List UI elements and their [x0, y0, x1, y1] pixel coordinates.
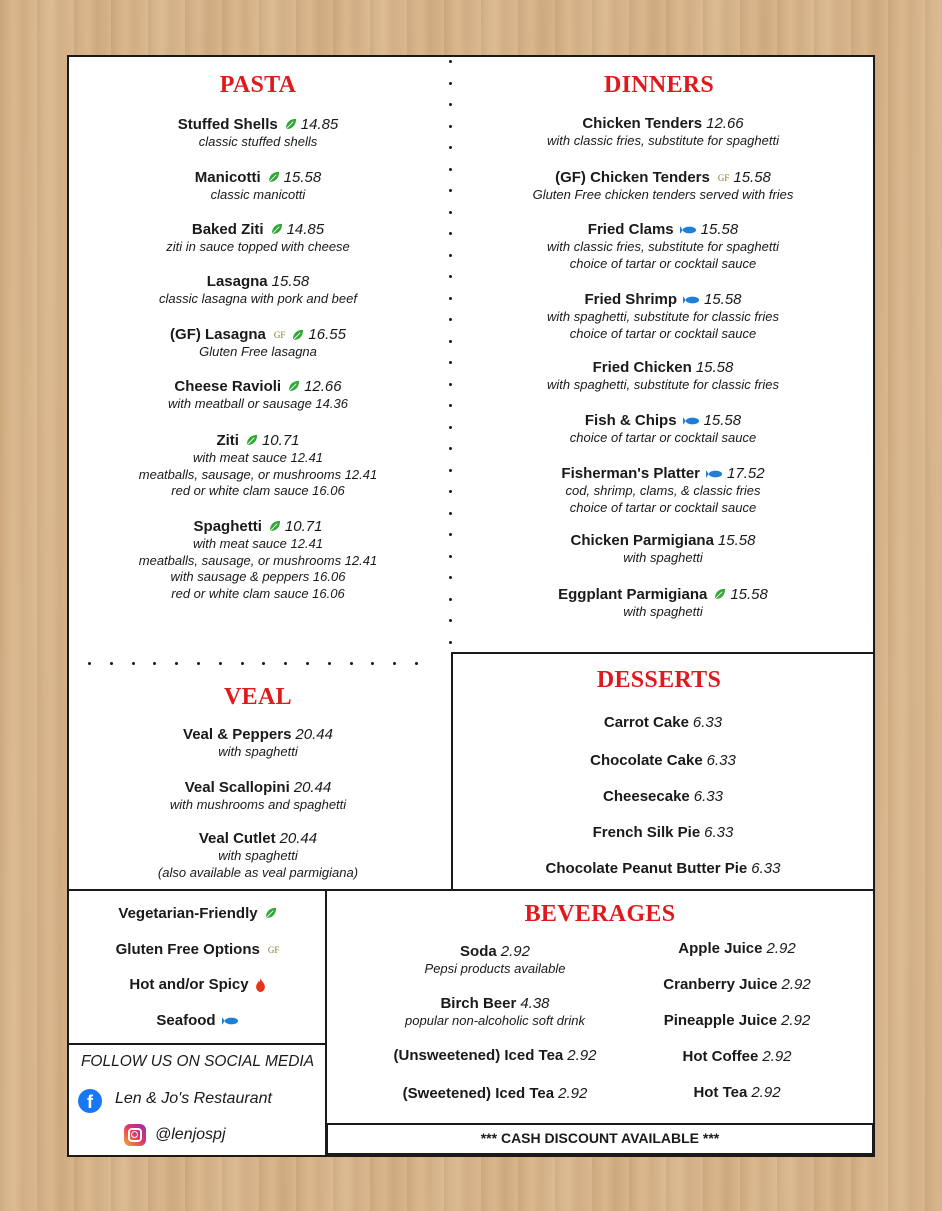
divider-dot: [449, 404, 452, 407]
item-description: classic lasagna with pork and beef: [158, 291, 357, 306]
item-price: 14.85: [286, 221, 325, 238]
divider-dot: [449, 146, 452, 149]
divider-dot: [449, 318, 452, 321]
beverages-title: BEVERAGES: [524, 901, 676, 927]
menu-item: [454, 412, 872, 447]
item-price: 6.33: [693, 788, 723, 805]
item-description: with spaghetti: [218, 744, 298, 759]
item-description: with spaghetti, substitute for classic fries: [547, 309, 779, 324]
item-description: with meat sauce 12.41: [192, 536, 324, 551]
legend-item: [70, 976, 325, 994]
menu-item: [454, 860, 872, 878]
divider-dot: [219, 662, 222, 665]
menu-item: [340, 1085, 650, 1103]
item-description: with meatball or sausage 14.36: [168, 396, 348, 411]
item-name: Fish & Chips: [584, 412, 677, 429]
divider-dot: [449, 254, 452, 257]
item-name: Cheesecake: [603, 788, 690, 805]
item-price: 12.66: [706, 115, 744, 132]
menu-item: [70, 116, 446, 151]
menu-item: [340, 943, 650, 978]
item-price: 6.33: [751, 860, 781, 877]
divider-dot: [350, 662, 353, 665]
item-name: Fried Chicken: [592, 359, 692, 376]
divider-dot: [449, 361, 452, 364]
item-name: Soda: [460, 943, 497, 960]
menu-item: [70, 830, 446, 881]
item-description: (also available as veal parmigiana): [157, 864, 359, 880]
divider-dot: [449, 469, 452, 472]
pasta-title: PASTA: [219, 72, 297, 98]
item-name: Veal & Peppers: [183, 726, 292, 743]
menu-item: [70, 518, 446, 602]
menu-item: [454, 752, 872, 770]
item-name: Fried Shrimp: [584, 291, 677, 308]
legend-item: [70, 941, 325, 959]
divider-dot: [449, 447, 452, 450]
item-name: Pineapple Juice: [663, 1012, 778, 1029]
item-description: Gluten Free chicken tenders served with fries: [532, 187, 794, 203]
divider-dinners-desserts: [451, 652, 874, 654]
divider-dot: [449, 60, 452, 63]
menu-item: [628, 940, 846, 958]
menu-item: [628, 976, 846, 994]
item-price: 17.52: [727, 465, 765, 482]
item-price: 2.92: [762, 1048, 792, 1065]
item-price: 20.44: [295, 726, 333, 743]
divider-veal-desserts: [451, 652, 453, 890]
item-price: 15.58: [283, 169, 322, 186]
legend-label: Seafood: [156, 1012, 216, 1029]
item-description: with meat sauce 12.41: [192, 450, 324, 465]
item-name: French Silk Pie: [592, 824, 701, 841]
item-price: 15.58: [695, 359, 734, 376]
item-name: Birch Beer: [440, 995, 517, 1012]
item-name: (Sweetened) Iced Tea: [402, 1085, 555, 1102]
instagram-handle[interactable]: @lenjospj: [155, 1126, 226, 1143]
item-description: Pepsi products available: [424, 961, 566, 976]
divider-dot: [449, 426, 452, 429]
divider-dot: [415, 662, 418, 665]
item-name: Chocolate Peanut Butter Pie: [545, 860, 748, 877]
item-price: 15.58: [703, 412, 742, 429]
item-price: 15.58: [700, 221, 739, 238]
divider-dot: [88, 662, 91, 665]
divider-dot: [132, 662, 135, 665]
item-description: meatballs, sausage, or mushrooms 12.41: [138, 466, 378, 482]
item-price: 20.44: [293, 779, 332, 796]
item-name: Fried Clams: [587, 221, 674, 238]
item-name: Lasagna: [206, 273, 268, 290]
item-price: 20.44: [279, 830, 318, 847]
item-price: 15.58: [717, 532, 756, 549]
item-name: Cranberry Juice: [663, 976, 778, 993]
gf-icon: GF: [267, 944, 280, 955]
fish-icon: [683, 295, 700, 305]
divider-dot: [449, 82, 452, 85]
menu-item: [340, 995, 650, 1030]
item-name: Fisherman's Platter: [561, 465, 701, 482]
item-name: (GF) Lasagna: [170, 326, 266, 344]
item-description: with sausage & peppers 16.06: [170, 569, 346, 584]
item-description: classic stuffed shells: [198, 134, 318, 149]
divider-dot: [241, 662, 244, 665]
divider-dot: [449, 555, 452, 558]
item-price: 6.33: [692, 714, 723, 731]
item-name: Chicken Parmigiana: [570, 532, 714, 549]
item-description: choice of tartar or cocktail sauce: [569, 430, 757, 445]
item-description: with classic fries, substitute for spaghetti: [547, 239, 779, 254]
item-name: Ziti: [216, 432, 239, 449]
leaf-icon: [245, 434, 258, 447]
item-name: Manicotti: [194, 169, 261, 186]
divider-dot: [449, 103, 452, 106]
social-heading: FOLLOW US ON SOCIAL MEDIA: [80, 1053, 315, 1070]
item-price: 6.33: [706, 752, 736, 769]
legend-item: [70, 905, 325, 923]
item-price: 16.55: [308, 326, 346, 344]
item-name: Stuffed Shells: [177, 116, 278, 133]
leaf-icon: [264, 907, 277, 920]
divider-dot: [449, 533, 452, 536]
item-description: choice of tartar or cocktail sauce: [569, 255, 757, 271]
menu-item: [628, 1084, 846, 1102]
leaf-icon: [287, 380, 300, 393]
divider-dot: [449, 340, 452, 343]
divider-dot: [449, 168, 452, 171]
item-name: Chicken Tenders: [582, 115, 703, 132]
fish-icon: [680, 225, 697, 235]
item-description: with spaghetti: [623, 550, 703, 565]
legend-label: Vegetarian-Friendly: [118, 905, 258, 922]
desserts-title: DESSERTS: [596, 667, 722, 693]
menu-item: [70, 273, 446, 308]
item-description: Gluten Free lasagna: [199, 344, 317, 360]
menu-item: [70, 169, 446, 204]
dinners-title: DINNERS: [603, 72, 715, 98]
divider-legend-social: [68, 1043, 327, 1045]
item-price: 4.38: [520, 995, 550, 1012]
item-price: 12.66: [304, 378, 342, 395]
item-description: meatballs, sausage, or mushrooms 12.41: [138, 552, 378, 568]
leaf-icon: [268, 520, 281, 533]
item-description: cod, shrimp, clams, & classic fries: [565, 483, 761, 498]
leaf-icon: [284, 118, 297, 131]
divider-dot: [449, 211, 452, 214]
menu-item: [70, 221, 446, 256]
facebook-icon[interactable]: f: [78, 1089, 102, 1113]
divider-dot: [449, 232, 452, 235]
item-price: 10.71: [261, 432, 300, 449]
item-name: Spaghetti: [193, 518, 262, 535]
item-name: (Unsweetened) Iced Tea: [393, 1047, 564, 1064]
fish-icon: [683, 416, 700, 426]
item-price: 6.33: [704, 824, 734, 841]
divider-legend-beverages: [325, 889, 327, 1156]
menu-item: [70, 432, 446, 500]
item-description: ziti in sauce topped with cheese: [166, 239, 350, 254]
leaf-icon: [291, 329, 304, 342]
menu-item: [70, 726, 446, 761]
item-name: Eggplant Parmigiana: [558, 586, 708, 603]
item-description: red or white clam sauce 16.06: [171, 585, 345, 601]
menu-item: [70, 779, 446, 814]
item-description: with spaghetti, substitute for classic fries: [547, 377, 779, 392]
menu-item: [454, 788, 872, 806]
menu-item: [628, 1048, 846, 1066]
menu-item: [454, 532, 872, 567]
item-description: with spaghetti: [623, 604, 703, 619]
leaf-icon: [270, 223, 283, 236]
menu-item: [454, 824, 872, 842]
legend-item: [70, 1012, 325, 1030]
item-name: Apple Juice: [678, 940, 763, 957]
item-price: 2.92: [766, 940, 796, 957]
menu-item: [70, 326, 446, 361]
item-price: 2.92: [558, 1085, 588, 1102]
item-description: with classic fries, substitute for spaghetti: [547, 133, 779, 148]
item-price: 2.92: [781, 976, 811, 993]
legend-label: Gluten Free Options: [115, 941, 260, 958]
item-name: Carrot Cake: [603, 714, 689, 731]
divider-dot: [449, 576, 452, 579]
item-name: Baked Ziti: [191, 221, 264, 238]
menu-item: [340, 1047, 650, 1065]
divider-dot: [449, 275, 452, 278]
cash-discount-text: *** CASH DISCOUNT AVAILABLE ***: [480, 1130, 720, 1146]
item-price: 10.71: [284, 518, 323, 535]
leaf-icon: [713, 588, 726, 601]
facebook-name[interactable]: Len & Jo's Restaurant: [115, 1090, 272, 1107]
item-name: Hot Coffee: [682, 1048, 759, 1065]
item-name: Veal Cutlet: [198, 830, 276, 847]
item-name: Chocolate Cake: [590, 752, 703, 769]
divider-dot: [449, 297, 452, 300]
menu-item: [454, 465, 872, 516]
item-price: 2.92: [751, 1084, 781, 1101]
menu-item: [454, 714, 872, 732]
item-price: 14.85: [300, 116, 339, 133]
item-price: 2.92: [500, 943, 530, 960]
divider-dot: [328, 662, 331, 665]
divider-dot: [449, 383, 452, 386]
fish-icon: [706, 469, 723, 479]
divider-dot: [449, 125, 452, 128]
menu-item: [454, 115, 872, 150]
item-price: 15.58: [733, 169, 771, 187]
divider-dot: [449, 490, 452, 493]
item-price: 15.58: [703, 291, 742, 308]
veal-title: VEAL: [224, 684, 292, 710]
item-price: 15.58: [271, 273, 310, 290]
item-description: popular non-alcoholic soft drink: [405, 1013, 585, 1028]
divider-dot: [449, 641, 452, 644]
instagram-icon[interactable]: [124, 1124, 146, 1146]
item-description: classic manicotti: [210, 187, 306, 202]
flame-icon: [255, 978, 266, 992]
item-price: 2.92: [567, 1047, 597, 1064]
menu-item: [628, 1012, 846, 1030]
menu-item: [454, 586, 872, 621]
item-name: Hot Tea: [693, 1084, 748, 1101]
divider-dot: [449, 512, 452, 515]
item-description: with spaghetti: [218, 848, 298, 863]
fish-icon: [222, 1016, 239, 1026]
divider-dot: [449, 619, 452, 622]
menu-item: [70, 378, 446, 413]
item-description: red or white clam sauce 16.06: [171, 483, 345, 498]
item-description: choice of tartar or cocktail sauce: [569, 499, 757, 515]
legend-label: Hot and/or Spicy: [129, 976, 249, 993]
item-description: with mushrooms and spaghetti: [169, 797, 347, 812]
item-name: Veal Scallopini: [184, 779, 290, 796]
item-name: Cheese Ravioli: [174, 378, 282, 395]
item-name: (GF) Chicken Tenders: [555, 169, 710, 187]
menu-item: [454, 221, 872, 272]
menu-item: [454, 291, 872, 342]
leaf-icon: [267, 171, 280, 184]
divider-dot: [306, 662, 309, 665]
menu-item: [454, 359, 872, 394]
divider-dot: [110, 662, 113, 665]
divider-bottom-section: [68, 889, 874, 891]
item-price: 2.92: [781, 1012, 811, 1029]
divider-dot: [449, 189, 452, 192]
item-price: 15.58: [730, 586, 768, 603]
divider-dot: [197, 662, 200, 665]
gf-icon: GF: [717, 173, 730, 183]
gf-icon: GF: [273, 330, 286, 340]
divider-dot: [449, 598, 452, 601]
menu-item: [454, 169, 872, 204]
item-description: choice of tartar or cocktail sauce: [569, 325, 757, 341]
